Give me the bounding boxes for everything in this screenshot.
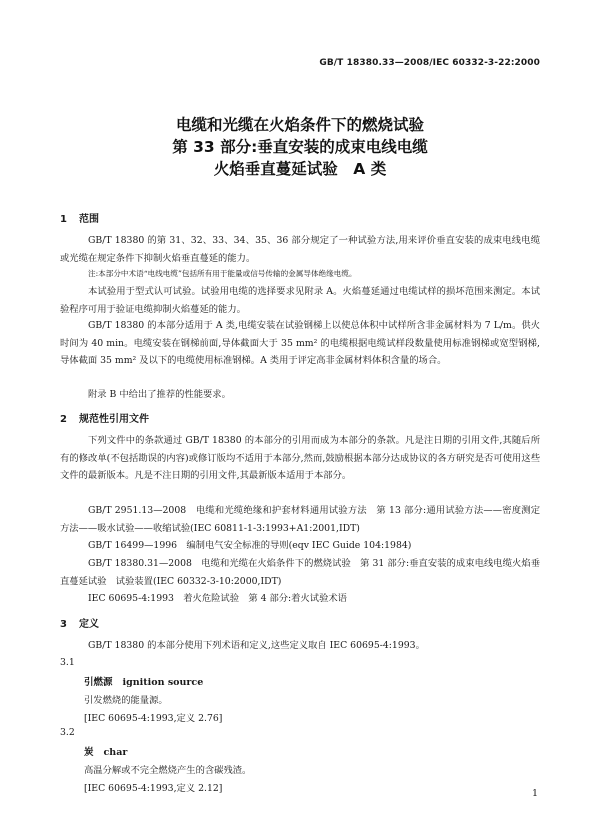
standard-code: GB/T 18380.33—2008/IEC 60332-3-22:2000 (319, 58, 540, 68)
section-3-intro: GB/T 18380 的本部分使用下列术语和定义,这些定义取自 IEC 60695-4:1993。 (88, 640, 425, 651)
section-2-heading (60, 410, 149, 425)
title-line-3: 火焰垂直蔓延试验 A 类 (213, 160, 387, 178)
section-title: 规范性引用文件 (79, 414, 149, 425)
term-heading (84, 744, 127, 758)
section-number: 3 (60, 619, 67, 630)
term-english: char (103, 747, 128, 758)
section-number: 1 (60, 214, 67, 225)
section-title: 范围 (79, 214, 99, 225)
section-number: 2 (60, 414, 67, 425)
section-3-heading (60, 615, 99, 630)
term-source: [IEC 60695-4:1993,定义 2.12] (84, 783, 223, 794)
section-1-paragraph-3: GB/T 18380 的本部分适用于 A 类,电缆安装在试验钢梯上以使总体积中试样所含非金属材料为 7 L/m。供火时间为 40 min。电缆安装在钢梯前面,导体截面大于 35 mm² 的电缆根据电缆试样段数量使用标准钢梯或宽型钢梯,导体截面 35 mm² 及以下的电缆使用标准钢梯。A 类用于评定高非金属材料体积含量的场合。 (60, 320, 540, 367)
section-1-paragraph-4: 附录 B 中给出了推荐的性能要求。 (88, 389, 231, 400)
section-1-heading (60, 210, 99, 225)
reference-2: GB/T 16499—1996 编制电气安全标准的导则(eqv IEC Guide 104:1984) (88, 540, 412, 551)
term-heading (84, 674, 203, 688)
document-title (0, 114, 600, 180)
term-english: ignition source (122, 677, 204, 688)
term-definition: 高温分解或不完全燃烧产生的含碳残渣。 (84, 765, 252, 776)
section-1-paragraph-1: GB/T 18380 的第 31、32、33、34、35、36 部分规定了一种试验方法,用来评价垂直安装的成束电线电缆或光缆在规定条件下抑制火焰垂直蔓延的能力。 (60, 235, 540, 264)
reference-1: GB/T 2951.13—2008 电缆和光缆绝缘和护套材料通用试验方法 第 13 部分:通用试验方法——密度测定方法——吸水试验——收缩试验(IEC 60811-1-3:1993+A1:2001,IDT) (60, 505, 540, 534)
section-2-intro: 下列文件中的条款通过 GB/T 18380 的本部分的引用而成为本部分的条款。凡是注日期的引用文件,其随后所有的修改单(不包括勘误的内容)或修订版均不适用于本部分,然而,鼓励根据本部分达成协议的各方研究是否可使用这些文件的最新版本。凡是不注日期的引用文件,其最新版本适用于本部分。 (60, 435, 540, 482)
reference-3: GB/T 18380.31—2008 电缆和光缆在火焰条件下的燃烧试验 第 31 部分:垂直安装的成束电线电缆火焰垂直蔓延试验 试验装置(IEC 60332-3-10:2000,IDT) (60, 558, 540, 587)
term-source: [IEC 60695-4:1993,定义 2.76] (84, 713, 223, 724)
term-number: 3.2 (60, 727, 75, 738)
term-definition: 引发燃烧的能量源。 (84, 695, 168, 706)
title-line-2: 第 33 部分:垂直安装的成束电线电缆 (172, 138, 428, 156)
term-number: 3.1 (60, 657, 75, 668)
term-chinese: 炭 (84, 747, 94, 758)
section-1-note: 注:本部分中术语“电线电缆”包括所有用于能量或信号传输的金属导体绝缘电缆。 (88, 269, 357, 278)
page-number: 1 (531, 788, 538, 799)
reference-4: IEC 60695-4:1993 着火危险试验 第 4 部分:着火试验术语 (88, 593, 347, 604)
section-title: 定义 (79, 619, 99, 630)
title-line-1: 电缆和光缆在火焰条件下的燃烧试验 (175, 116, 424, 134)
section-1-paragraph-2: 本试验用于型式认可试验。试验用电缆的选择要求见附录 A。火焰蔓延通过电缆试样的损坏范围来测定。本试验程序可用于验证电缆抑制火焰蔓延的能力。 (60, 286, 540, 315)
term-chinese: 引燃源 (84, 677, 113, 688)
